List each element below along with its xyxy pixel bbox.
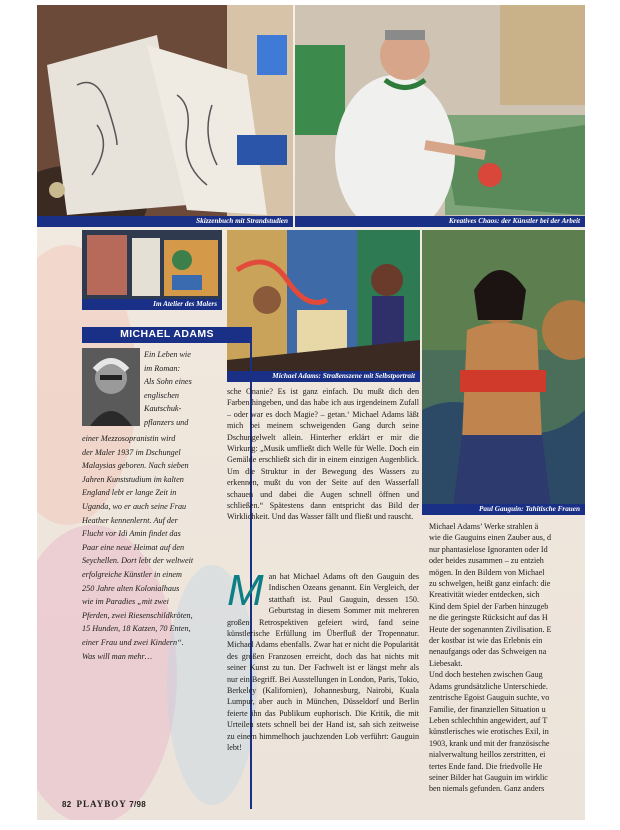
text-line: nialverwaltung heillos zerstritten, ei: [429, 750, 546, 760]
text-line: mögen. In den Bildern von Michael: [429, 567, 545, 577]
issue-number: 7/98: [129, 800, 147, 809]
bio-line: englischen: [144, 390, 180, 400]
page-number: 82: [62, 800, 72, 809]
text-line: zentrische Egoist Gauguin suchte, vo: [429, 693, 550, 703]
text-line: seiner Bilder hat Gauguin im wirklic: [429, 772, 548, 782]
bio-line: einer Mezzosopranistin wird: [82, 434, 176, 443]
text-line: tertes Ende fand. Die friedvolle He: [429, 761, 543, 771]
sketchbook-illustration: [37, 5, 293, 227]
caption-artist-at-work: Kreatives Chaos: der Künstler bei der Arbeit: [295, 216, 585, 227]
bio-line: der Maler 1937 im Dschungel: [82, 447, 181, 457]
bio-line: England lebt er lange Zeit in: [82, 488, 177, 498]
text-line: der kostbar ist wie das Erlebnis ein: [429, 636, 543, 646]
bio-line: Kautschuk-: [144, 404, 182, 414]
photo-atelier: [82, 230, 222, 310]
text-line: Heute der sogenannten Zivilisation. E: [429, 624, 552, 634]
artist-illustration: [295, 5, 585, 227]
drop-cap: M: [227, 571, 264, 615]
article-column-right: [429, 521, 585, 795]
bio-line: Flucht vor Idi Amin findet das: [82, 529, 181, 539]
text-line: nur phantasielose Ignoranten oder Id: [429, 544, 548, 554]
text-line: zu schwelgen, heißt ganz einfach: die: [429, 579, 551, 589]
bio-line: Pferden, zwei Riesenschildkröten,: [82, 610, 193, 620]
photo-sketchbook: [37, 5, 293, 227]
text-line: Kreativität wieder entdecken, sich: [429, 590, 540, 600]
street-scene-illustration: [227, 230, 420, 382]
author-portrait: [82, 348, 140, 426]
bio-line: Als Sohn eines: [144, 377, 192, 387]
bio-line: im Roman:: [144, 363, 181, 373]
text-line: Michael Adams’ Werke strahlen ä: [429, 522, 539, 531]
paragraph-text: an hat Michael Adams oft den Gauguin des Indischen Ozeans genannt. Ein Vergleich, der statthaft ist. Paul Gauguin, dessen 150. Geburtstag in diesem Sommer mit mehreren großen Retrospektiven gefeiert wird, fand seine künstlerische Erfüllung im Überfluß der Tropennatur. Michael Adams ebenfalls. Zwar hat er nicht die Popularität des großen Franzosen erreicht, doch das hat nichts mit seiner Kunst zu tun. Der Fachwelt ist er längst mehr als nur ein Begriff. Bei Ausstellungen in London, Paris, Tokio, Berkeley (Kalifornien), Johannesburg, Nairobi, Kuala Lumpur, aber auch in München, Düsseldorf und Berlin feierte ihn das Publikum euphorisch. Die Kritik, die mit Urteilen stets schnell bei der Hand ist, sah sich zeitweise zu einem himmelhoch jauchzenden Lob verführt: Gauguin lebt!: [227, 572, 419, 753]
bio-line: erfolgreiche Künstler in einem: [82, 569, 182, 579]
caption-sketchbook: Skizzenbuch mit Strandstudien: [37, 216, 293, 227]
bio-line: Paar eine neue Heimat auf den: [82, 542, 185, 552]
caption-street-scene: Michael Adams: Straßenszene mit Selbstportrait: [227, 371, 420, 382]
bio-long: [82, 432, 248, 663]
text-line: Und doch bestehen zwischen Gaug: [429, 670, 543, 680]
photo-artist-at-work: [295, 5, 585, 227]
text-line: ne die geringste Rücksicht auf das H: [429, 613, 548, 623]
text-line: Adams grundsätzliche Unterschiede.: [429, 681, 548, 691]
text-line: Kind dem Spiel der Farben hinzugeb: [429, 601, 549, 611]
caption-atelier: Im Atelier des Malers: [82, 299, 222, 310]
photo-street-scene: [227, 230, 420, 382]
sidebar-rule-top: [82, 341, 252, 343]
sidebar-title: MICHAEL ADAMS: [82, 327, 252, 341]
text-line: wie die Gauguins einen Zauber aus, d: [429, 533, 552, 543]
portrait-illustration: [82, 348, 140, 426]
bio-line: Uganda, wo er auch seine Frau: [82, 501, 187, 511]
gauguin-illustration: [422, 230, 585, 515]
text-line: Familie, der finanziellen Situation u: [429, 704, 546, 714]
magazine-name: PLAYBOY: [76, 799, 127, 809]
bio-line: Heather kennenlernt. Auf der: [82, 515, 178, 525]
page-footer: [62, 799, 146, 809]
bio-line: Was will man mehr…: [82, 651, 152, 661]
bio-line: 250 Jahre alten Kolonialhaus: [82, 583, 180, 593]
photo-gauguin-painting: [422, 230, 585, 515]
bio-line: einer Frau und zwei Kindern“.: [82, 637, 184, 647]
bio-line: Seychellen. Dort lebt der weltweit: [82, 556, 194, 566]
bio-line: 15 Hunden, 18 Katzen, 70 Enten,: [82, 624, 191, 634]
article-column-middle-bottom: [227, 571, 419, 797]
atelier-illustration: [82, 230, 222, 310]
bio-line: pflanzers und: [144, 417, 189, 427]
text-line: nenaufgangs oder das Schweigen na: [429, 647, 547, 657]
caption-gauguin: Paul Gauguin: Tahitische Frauen: [422, 504, 585, 515]
text-line: ben niemals gefunden. Ganz anders: [429, 784, 545, 794]
text-line: oder beides zusammen – zu entzieh: [429, 556, 544, 566]
text-line: 1903, krank und mit der französische: [429, 738, 550, 748]
text-line: künstlerisches wie erotisches Exil, in: [429, 727, 549, 737]
magazine-page: [37, 5, 585, 820]
bio-line: Jahren Kunststudium im kalten: [82, 474, 184, 484]
bio-line: wie im Paradies „mit zwei: [82, 597, 169, 607]
text-line: Liebesakt.: [429, 658, 463, 668]
bio-line: Malaysias geboren. Nach sieben: [82, 461, 189, 471]
text-line: Leben schlechthin angewidert, auf T: [429, 715, 548, 725]
article-column-middle-top: sche Onanie? Es ist ganz einfach. Du mußt dich den Farben hingeben, und das habe ich aus irgendeinem Zufall – oder war es doch Magie? – getan.‘ Michael Adams läßt mich bei meinem schweigenden Gang durch seine Dschungelwelt allein. Hinterher erklärt er mir die Wirkung: „Musik umfließt dich Welle für Welle. Doch ein Gemälde erschließt sich dir in einem einzigen Augenblick. Um die Struktur in der Bewegung des Wassers zu erkennen, mußt du von der Seite auf den Wasserfall schauen und dabei die Augen schnell öffnen und schließen.“ Spätestens dann entspricht das Bild der Wirklichkeit. Und das Wasser fällt und fließt und rauscht.: [227, 387, 419, 522]
bio-line: Ein Leben wie: [144, 350, 191, 359]
